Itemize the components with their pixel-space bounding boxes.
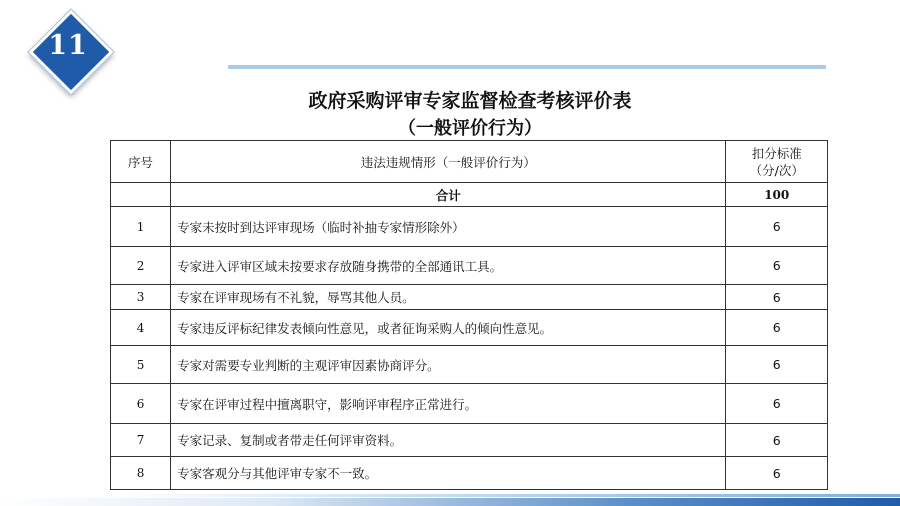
row-no: 7 xyxy=(111,424,171,457)
table-row xyxy=(111,310,828,346)
total-label: 合计 xyxy=(171,183,726,207)
row-no: 8 xyxy=(111,457,171,490)
table-row xyxy=(111,457,828,490)
row-desc: 专家未按时到达评审现场（临时补抽专家情形除外） xyxy=(171,207,726,247)
slide-number-badge xyxy=(27,8,109,90)
row-score: 6 xyxy=(726,346,828,384)
row-score: 6 xyxy=(726,384,828,424)
row-desc: 专家记录、复制或者带走任何评审资料。 xyxy=(171,424,726,457)
slide-number: 11 xyxy=(48,30,88,61)
row-score: 6 xyxy=(726,424,828,457)
footer-decoration xyxy=(0,494,900,506)
row-score: 6 xyxy=(726,207,828,247)
header-no: 序号 xyxy=(111,141,171,183)
row-no: 4 xyxy=(111,310,171,346)
table-row xyxy=(111,424,828,457)
total-empty-cell xyxy=(111,183,171,207)
row-no: 5 xyxy=(111,346,171,384)
evaluation-table xyxy=(110,140,828,490)
row-no: 2 xyxy=(111,247,171,285)
total-row xyxy=(111,183,828,207)
footer-gradient-bar xyxy=(0,498,900,506)
table-row xyxy=(111,247,828,285)
total-value: 100 xyxy=(726,183,828,207)
page-title: 政府采购评审专家监督检查考核评价表 xyxy=(308,90,632,112)
table-row xyxy=(111,346,828,384)
header-score-line1: 扣分标准 xyxy=(751,145,802,161)
row-no: 6 xyxy=(111,384,171,424)
row-desc: 专家在评审现场有不礼貌，辱骂其他人员。 xyxy=(171,285,726,310)
page-subtitle: （一般评价行为） xyxy=(398,118,542,139)
row-desc: 专家进入评审区域未按要求存放随身携带的全部通讯工具。 xyxy=(171,247,726,285)
row-desc: 专家对需要专业判断的主观评审因素协商评分。 xyxy=(171,346,726,384)
footer-thin-stripe xyxy=(120,494,900,497)
table-header-row xyxy=(111,141,828,183)
row-score: 6 xyxy=(726,457,828,490)
row-score: 6 xyxy=(726,285,828,310)
row-desc: 专家客观分与其他评审专家不一致。 xyxy=(171,457,726,490)
header-score xyxy=(726,141,828,183)
table-row xyxy=(111,207,828,247)
row-score: 6 xyxy=(726,310,828,346)
row-desc: 专家违反评标纪律发表倾向性意见，或者征询采购人的倾向性意见。 xyxy=(171,310,726,346)
header-divider xyxy=(228,65,826,69)
row-score: 6 xyxy=(726,247,828,285)
table-row xyxy=(111,384,828,424)
header-desc: 违法违规情形（一般评价行为） xyxy=(171,141,726,183)
row-no: 3 xyxy=(111,285,171,310)
header-score-line2: （分/次） xyxy=(749,162,804,178)
table-row xyxy=(111,285,828,310)
row-no: 1 xyxy=(111,207,171,247)
row-desc: 专家在评审过程中擅离职守，影响评审程序正常进行。 xyxy=(171,384,726,424)
